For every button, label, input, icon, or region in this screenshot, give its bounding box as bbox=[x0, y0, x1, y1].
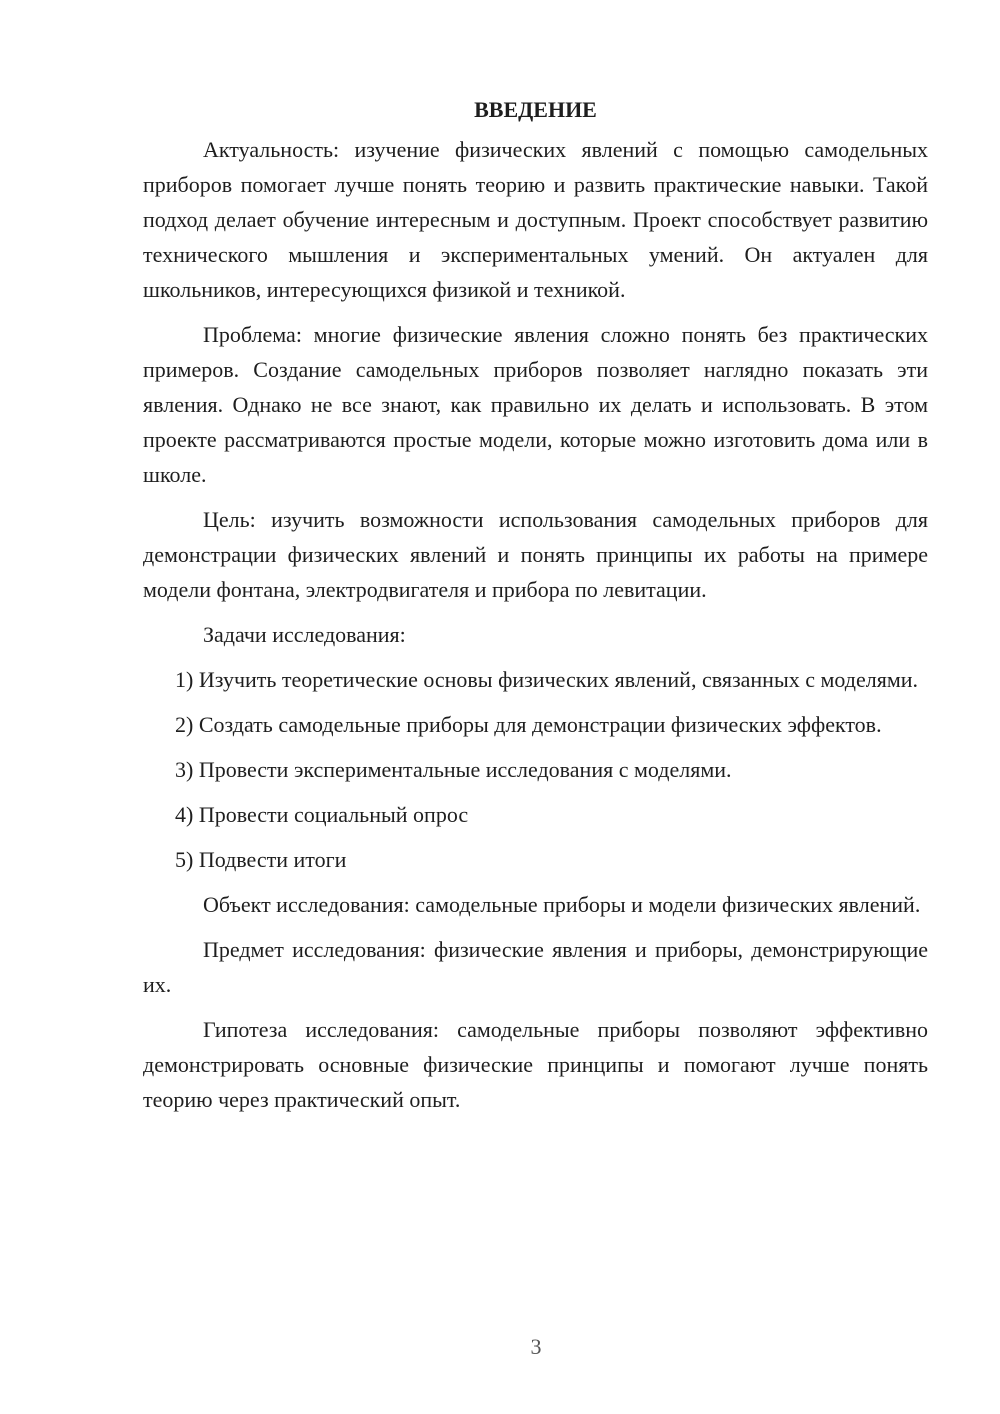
task-item: 3) Провести экспериментальные исследования с моделями. bbox=[175, 757, 732, 782]
task-item: 5) Подвести итоги bbox=[175, 847, 347, 872]
subject-paragraph: Предмет исследования: физические явления и приборы, демонстрирующие их. bbox=[143, 937, 928, 997]
relevance-paragraph: Актуальность: изучение физических явлений с помощью самодельных приборов помогает лучше понять теорию и развить практические навыки. Такой подход делает обучение интересным и доступным. Проект способствует развитию технического мышления и экспериментальных умений. Он актуален для школьников, интересующихся физикой и техникой. bbox=[143, 137, 928, 302]
task-item: 4) Провести социальный опрос bbox=[175, 802, 469, 827]
object-paragraph: Объект исследования: самодельные приборы и модели физических явлений. bbox=[203, 892, 921, 917]
page-content bbox=[143, 92, 928, 1127]
goal-paragraph: Цель: изучить возможности использования самодельных приборов для демонстрации физических явлений и понять принципы их работы на примере модели фонтана, электродвигателя и прибора по левитации. bbox=[143, 507, 928, 602]
task-item: 1) Изучить теоретические основы физических явлений, связанных с моделями. bbox=[175, 667, 919, 692]
tasks-heading: Задачи исследования: bbox=[203, 622, 406, 647]
section-title: ВВЕДЕНИЕ bbox=[474, 97, 597, 122]
problem-paragraph: Проблема: многие физические явления сложно понять без практических примеров. Создание самодельных приборов позволяет наглядно показать эти явления. Однако не все знают, как правильно их делать и использовать. В этом проекте рассматриваются простые модели, которые можно изготовить дома или в школе. bbox=[143, 322, 928, 487]
hypothesis-paragraph: Гипотеза исследования: самодельные приборы позволяют эффективно демонстрировать основные физические принципы и помогают лучше понять теорию через практический опыт. bbox=[143, 1017, 928, 1112]
task-item: 2) Создать самодельные приборы для демонстрации физических эффектов. bbox=[175, 712, 882, 737]
page-number: 3 bbox=[530, 1334, 542, 1359]
